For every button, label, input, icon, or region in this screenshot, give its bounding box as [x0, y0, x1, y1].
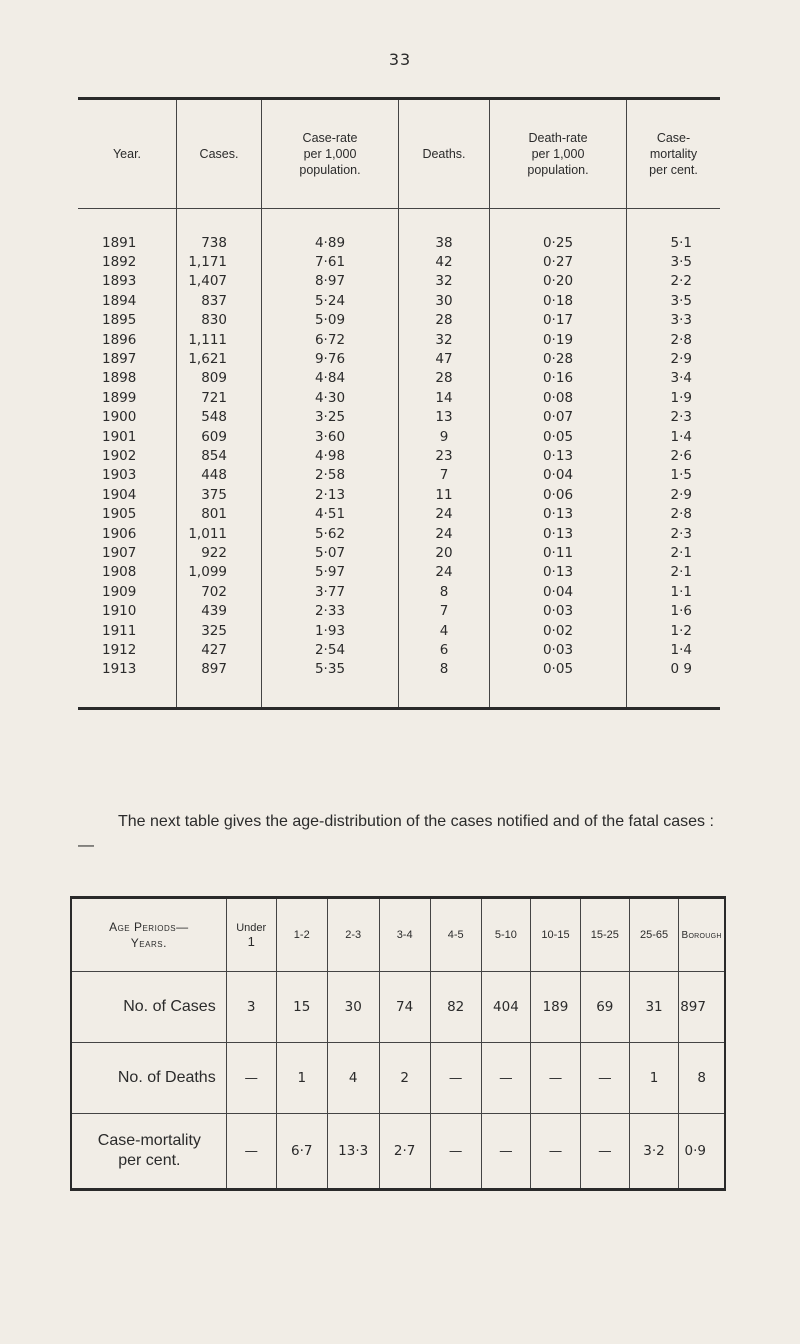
- cell-cases: 897: [679, 972, 725, 1043]
- cell-deaths: 4: [327, 1043, 379, 1114]
- header-age-period: 4-5: [430, 898, 481, 972]
- cell-case-rate: 5·97: [262, 563, 399, 582]
- cell-year: 1892: [102, 254, 137, 271]
- cell-cases: 375: [177, 485, 262, 504]
- cell-deaths: 8: [679, 1043, 725, 1114]
- cell-case-mortality: 2·3: [627, 524, 721, 543]
- table-row: [78, 660, 720, 679]
- header-age-period: 3-4: [379, 898, 430, 972]
- cell-case-mortality: —: [580, 1114, 629, 1190]
- cell-case-mortality: 3·3: [627, 311, 721, 330]
- cell-death-rate: 0·04: [490, 466, 627, 485]
- cell-case-rate: 6·72: [262, 330, 399, 349]
- cell-case-mortality: 3·4: [627, 369, 721, 388]
- cell-deaths: —: [226, 1043, 276, 1114]
- cases-row: [71, 972, 725, 1043]
- cell-case-mortality: 3·2: [629, 1114, 678, 1190]
- header-age-period: 10-15: [531, 898, 581, 972]
- cell-case-mortality: 2·9: [627, 349, 721, 368]
- header-death-rate: Death-rate per 1,000 population.: [490, 99, 627, 209]
- cell-case-mortality: 2·9: [627, 485, 721, 504]
- cell-case-mortality: 1·4: [627, 640, 721, 659]
- cell-case-rate: 9·76: [262, 349, 399, 368]
- cell-death-rate: 0·11: [490, 543, 627, 562]
- cell-case-rate: 4·84: [262, 369, 399, 388]
- cell-deaths: 11: [399, 485, 490, 504]
- cell-case-mortality: 1·2: [627, 621, 721, 640]
- cell-cases: 1,011: [177, 524, 262, 543]
- cell-deaths: —: [531, 1043, 581, 1114]
- cell-cases: 74: [379, 972, 430, 1043]
- cell-deaths: 42: [399, 252, 490, 271]
- cell-case-rate: 4·89: [262, 233, 399, 252]
- cell-year: 1895: [102, 312, 137, 329]
- cell-deaths: 7: [399, 466, 490, 485]
- cell-cases: 31: [629, 972, 678, 1043]
- header-case-rate: Case-rate per 1,000 population.: [262, 99, 399, 209]
- cell-case-rate: 4·30: [262, 388, 399, 407]
- table-row: [78, 640, 720, 659]
- cell-case-rate: 2·13: [262, 485, 399, 504]
- cell-deaths: 6: [399, 640, 490, 659]
- cell-cases: 325: [177, 621, 262, 640]
- table-row: [78, 601, 720, 620]
- cell-case-mortality: —: [430, 1114, 481, 1190]
- cell-deaths: 24: [399, 563, 490, 582]
- cell-deaths: —: [481, 1043, 531, 1114]
- cell-cases: 801: [177, 504, 262, 523]
- cell-cases: 721: [177, 388, 262, 407]
- cell-deaths: 14: [399, 388, 490, 407]
- cell-case-rate: 5·62: [262, 524, 399, 543]
- cell-cases: 439: [177, 601, 262, 620]
- table-row: [78, 466, 720, 485]
- cell-cases: 548: [177, 408, 262, 427]
- cell-case-mortality: 3·5: [627, 291, 721, 310]
- cell-case-rate: 3·77: [262, 582, 399, 601]
- cell-case-mortality: —: [226, 1114, 276, 1190]
- cell-cases: 15: [276, 972, 327, 1043]
- table-row: [78, 388, 720, 407]
- table-row: [78, 272, 720, 291]
- cell-year: 1898: [102, 370, 137, 387]
- cell-cases: 1,111: [177, 330, 262, 349]
- cell-cases: 738: [177, 233, 262, 252]
- cell-case-rate: 2·54: [262, 640, 399, 659]
- cell-death-rate: 0·20: [490, 272, 627, 291]
- cell-deaths: 24: [399, 524, 490, 543]
- cell-case-mortality: 1·5: [627, 466, 721, 485]
- table-row: [78, 563, 720, 582]
- cell-year: 1902: [102, 447, 137, 464]
- cell-year: 1905: [102, 506, 137, 523]
- cell-deaths: —: [430, 1043, 481, 1114]
- cell-case-mortality: 2·8: [627, 330, 721, 349]
- cell-year: 1901: [102, 428, 137, 445]
- header-case-mortality: Case- mortality per cent.: [627, 99, 721, 209]
- cell-case-mortality: 13·3: [327, 1114, 379, 1190]
- annual-table-body: [78, 209, 720, 709]
- cell-case-mortality: 2·6: [627, 446, 721, 465]
- cell-cases: 922: [177, 543, 262, 562]
- cell-case-mortality: 2·3: [627, 408, 721, 427]
- cell-death-rate: 0·05: [490, 427, 627, 446]
- cell-deaths: 28: [399, 311, 490, 330]
- header-age-period: 5-10: [481, 898, 531, 972]
- header-age-periods: Age Periods— Years.: [71, 898, 226, 972]
- age-distribution-table: [70, 896, 726, 1191]
- header-borough: Borough: [679, 898, 725, 972]
- cell-year: 1909: [102, 583, 137, 600]
- intro-paragraph: The next table gives the age-distribution of the cases notified and of the fatal cases :—: [78, 813, 714, 854]
- header-year: Year.: [78, 99, 177, 209]
- cell-cases: 1,621: [177, 349, 262, 368]
- cell-case-mortality: 5·1: [627, 233, 721, 252]
- cell-death-rate: 0·16: [490, 369, 627, 388]
- cell-cases: 189: [531, 972, 581, 1043]
- table-row: [78, 504, 720, 523]
- cell-case-rate: 3·25: [262, 408, 399, 427]
- cell-cases: 1,171: [177, 252, 262, 271]
- cell-deaths: 32: [399, 330, 490, 349]
- header-age-period: 25-65: [629, 898, 678, 972]
- cell-deaths: 30: [399, 291, 490, 310]
- cell-case-rate: 5·35: [262, 660, 399, 679]
- cell-year: 1908: [102, 564, 137, 581]
- cell-cases: 702: [177, 582, 262, 601]
- cell-deaths: 32: [399, 272, 490, 291]
- cell-case-rate: 8·97: [262, 272, 399, 291]
- header-cases: Cases.: [177, 99, 262, 209]
- case-mortality-row-label: Case-mortality per cent.: [97, 1132, 201, 1169]
- cell-case-rate: 1·93: [262, 621, 399, 640]
- cell-case-mortality: 6·7: [276, 1114, 327, 1190]
- cell-deaths: 1: [276, 1043, 327, 1114]
- cell-case-mortality: 2·8: [627, 504, 721, 523]
- table-row: [78, 427, 720, 446]
- table-row: [78, 349, 720, 368]
- cell-death-rate: 0·18: [490, 291, 627, 310]
- cell-case-mortality: 2·1: [627, 543, 721, 562]
- cell-case-mortality: 1·4: [627, 427, 721, 446]
- cell-deaths: 2: [379, 1043, 430, 1114]
- cell-death-rate: 0·25: [490, 233, 627, 252]
- cell-cases: 897: [177, 660, 262, 679]
- cell-death-rate: 0·27: [490, 252, 627, 271]
- cell-deaths: 8: [399, 660, 490, 679]
- cell-year: 1912: [102, 641, 137, 658]
- cell-case-rate: 2·58: [262, 466, 399, 485]
- table-row: [78, 291, 720, 310]
- deaths-row: [71, 1043, 725, 1114]
- cell-case-mortality: 1·9: [627, 388, 721, 407]
- cell-year: 1893: [102, 273, 137, 290]
- cell-year: 1896: [102, 331, 137, 348]
- cell-case-rate: 7·61: [262, 252, 399, 271]
- cell-deaths: 9: [399, 427, 490, 446]
- cell-case-mortality: 1·1: [627, 582, 721, 601]
- header-age-period: 2-3: [327, 898, 379, 972]
- page-number: 33: [388, 50, 412, 69]
- cell-year: 1897: [102, 351, 137, 368]
- deaths-row-label: No. of Deaths: [71, 1043, 226, 1114]
- cell-year: 1900: [102, 409, 137, 426]
- cell-death-rate: 0·13: [490, 563, 627, 582]
- cell-case-rate: 5·24: [262, 291, 399, 310]
- cell-case-rate: 4·98: [262, 446, 399, 465]
- cell-death-rate: 0·03: [490, 640, 627, 659]
- cell-cases: 3: [226, 972, 276, 1043]
- cell-death-rate: 0·28: [490, 349, 627, 368]
- age-table-header-row: [71, 898, 725, 972]
- cell-case-mortality: —: [531, 1114, 581, 1190]
- cell-case-mortality: 0·9: [679, 1114, 725, 1190]
- cell-cases: 427: [177, 640, 262, 659]
- table-row: [78, 524, 720, 543]
- cell-deaths: 28: [399, 369, 490, 388]
- cell-death-rate: 0·05: [490, 660, 627, 679]
- cell-case-mortality: —: [481, 1114, 531, 1190]
- table-row: [78, 408, 720, 427]
- cell-year: 1906: [102, 525, 137, 542]
- cell-case-mortality: 2·2: [627, 272, 721, 291]
- cell-year: 1910: [102, 603, 137, 620]
- cell-deaths: 7: [399, 601, 490, 620]
- cell-year: 1899: [102, 389, 137, 406]
- cell-case-mortality: 2·1: [627, 563, 721, 582]
- cell-deaths: 13: [399, 408, 490, 427]
- cell-death-rate: 0·17: [490, 311, 627, 330]
- cell-deaths: 1: [629, 1043, 678, 1114]
- cell-case-rate: 5·07: [262, 543, 399, 562]
- cell-case-mortality: 2·7: [379, 1114, 430, 1190]
- cell-cases: 1,407: [177, 272, 262, 291]
- cell-death-rate: 0·03: [490, 601, 627, 620]
- cell-year: 1894: [102, 292, 137, 309]
- table-row: [78, 369, 720, 388]
- cell-cases: 854: [177, 446, 262, 465]
- cell-death-rate: 0·08: [490, 388, 627, 407]
- cell-deaths: 47: [399, 349, 490, 368]
- cell-cases: 30: [327, 972, 379, 1043]
- cell-year: 1891: [102, 234, 137, 251]
- cell-cases: 448: [177, 466, 262, 485]
- cell-death-rate: 0·13: [490, 446, 627, 465]
- cell-cases: 830: [177, 311, 262, 330]
- cell-case-rate: 5·09: [262, 311, 399, 330]
- table-row: [78, 621, 720, 640]
- cell-cases: 69: [580, 972, 629, 1043]
- cell-cases: 809: [177, 369, 262, 388]
- table-row: [78, 485, 720, 504]
- cell-year: 1911: [102, 622, 137, 639]
- cell-year: 1913: [102, 661, 137, 678]
- cell-death-rate: 0·04: [490, 582, 627, 601]
- cell-death-rate: 0·06: [490, 485, 627, 504]
- cell-cases: 404: [481, 972, 531, 1043]
- cell-case-mortality: 1·6: [627, 601, 721, 620]
- cell-case-rate: 4·51: [262, 504, 399, 523]
- cell-cases: 609: [177, 427, 262, 446]
- case-mortality-row: [71, 1114, 725, 1190]
- header-age-period: 1-2: [276, 898, 327, 972]
- table-row: [78, 252, 720, 271]
- cell-year: 1907: [102, 544, 137, 561]
- cell-case-rate: 3·60: [262, 427, 399, 446]
- cell-death-rate: 0·19: [490, 330, 627, 349]
- cell-deaths: 20: [399, 543, 490, 562]
- cell-year: 1904: [102, 486, 137, 503]
- table-row: [78, 543, 720, 562]
- cases-row-label: No. of Cases: [71, 972, 226, 1043]
- cell-deaths: 4: [399, 621, 490, 640]
- cell-death-rate: 0·02: [490, 621, 627, 640]
- cell-cases: 1,099: [177, 563, 262, 582]
- cell-case-mortality: 0 9: [627, 660, 721, 679]
- cell-deaths: 24: [399, 504, 490, 523]
- cell-deaths: 38: [399, 233, 490, 252]
- annual-cases-table: [78, 97, 720, 710]
- table-row: [78, 311, 720, 330]
- table-row: [78, 582, 720, 601]
- header-under-1: Under 1: [226, 898, 276, 972]
- cell-case-rate: 2·33: [262, 601, 399, 620]
- cell-deaths: 8: [399, 582, 490, 601]
- table-row: [78, 233, 720, 252]
- header-age-period: 15-25: [580, 898, 629, 972]
- table-row: [78, 446, 720, 465]
- cell-death-rate: 0·13: [490, 504, 627, 523]
- cell-death-rate: 0·13: [490, 524, 627, 543]
- table-row: [78, 330, 720, 349]
- cell-deaths: 23: [399, 446, 490, 465]
- cell-death-rate: 0·07: [490, 408, 627, 427]
- header-deaths: Deaths.: [399, 99, 490, 209]
- cell-case-mortality: 3·5: [627, 252, 721, 271]
- annual-table-header-row: [78, 99, 720, 209]
- cell-year: 1903: [102, 467, 137, 484]
- cell-deaths: —: [580, 1043, 629, 1114]
- cell-cases: 82: [430, 972, 481, 1043]
- cell-cases: 837: [177, 291, 262, 310]
